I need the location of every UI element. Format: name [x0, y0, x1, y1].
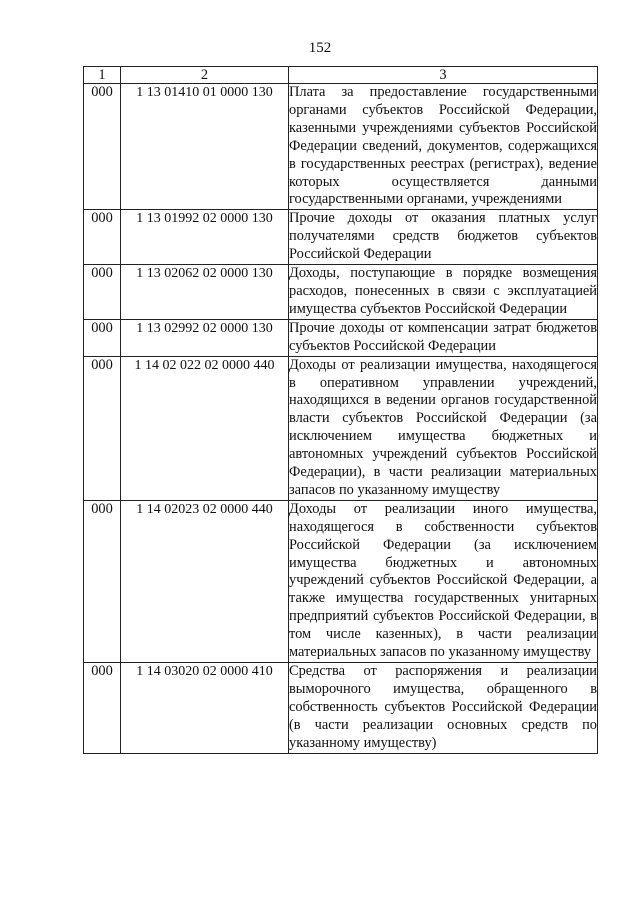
- description-cell: Прочие доходы от компенсации затрат бюджетов субъектов Российской Федерации: [289, 319, 598, 356]
- admin-code-cell: 000: [84, 663, 121, 754]
- table-row: [84, 265, 598, 320]
- column-header-3: 3: [289, 67, 598, 84]
- table-row: [84, 319, 598, 356]
- column-header-2: 2: [121, 67, 289, 84]
- description-cell: Прочие доходы от оказания платных услуг получателями средств бюджетов субъектов Российской Федерации: [289, 210, 598, 265]
- table-row: [84, 356, 598, 500]
- column-header-1: 1: [84, 67, 121, 84]
- table-row: [84, 84, 598, 210]
- description-cell: Плата за предоставление государственными органами субъектов Российской Федерации, казенными учреждениями субъектов Российской Федерации сведений, документов, содержащихся в государственных реестрах (регистрах), ведение которых осуществляется данными государственными органами, учреждениями: [289, 84, 598, 210]
- table-row: [84, 210, 598, 265]
- classification-code-cell: 1 13 01410 01 0000 130: [121, 84, 289, 210]
- admin-code-cell: 000: [84, 356, 121, 500]
- classification-code-cell: 1 14 02 022 02 0000 440: [121, 356, 289, 500]
- admin-code-cell: 000: [84, 500, 121, 662]
- description-cell: Средства от распоряжения и реализации выморочного имущества, обращенного в собственность субъектов Российской Федерации (в части реализации основных средств по указанному имуществу): [289, 663, 598, 754]
- classification-code-cell: 1 13 02062 02 0000 130: [121, 265, 289, 320]
- description-cell: Доходы, поступающие в порядке возмещения расходов, понесенных в связи с эксплуатацией имущества субъектов Российской Федерации: [289, 265, 598, 320]
- table-row: [84, 663, 598, 754]
- classification-code-cell: 1 14 03020 02 0000 410: [121, 663, 289, 754]
- description-cell: Доходы от реализации иного имущества, находящегося в собственности субъектов Российской Федерации (за исключением имущества бюджетных и автономных учреждений субъектов Российской Федерации, а также имущества государственных унитарных предприятий субъектов Российской Федерации, в том числе казенных), в части реализации материальных запасов по указанному имуществу: [289, 500, 598, 662]
- admin-code-cell: 000: [84, 319, 121, 356]
- table-header-row: [84, 67, 598, 84]
- admin-code-cell: 000: [84, 84, 121, 210]
- classification-code-cell: 1 13 01992 02 0000 130: [121, 210, 289, 265]
- classification-code-cell: 1 14 02023 02 0000 440: [121, 500, 289, 662]
- table-row: [84, 500, 598, 662]
- admin-code-cell: 000: [84, 265, 121, 320]
- admin-code-cell: 000: [84, 210, 121, 265]
- revenue-codes-table: [83, 66, 598, 754]
- classification-code-cell: 1 13 02992 02 0000 130: [121, 319, 289, 356]
- description-cell: Доходы от реализации имущества, находящегося в оперативном управлении учреждений, находящихся в ведении органов государственной власти субъектов Российской Федерации (за исключением имущества бюджетных и автономных учреждений субъектов Российской Федерации), в части реализации материальных запасов по указанному имуществу: [289, 356, 598, 500]
- page-number: 152: [308, 40, 332, 56]
